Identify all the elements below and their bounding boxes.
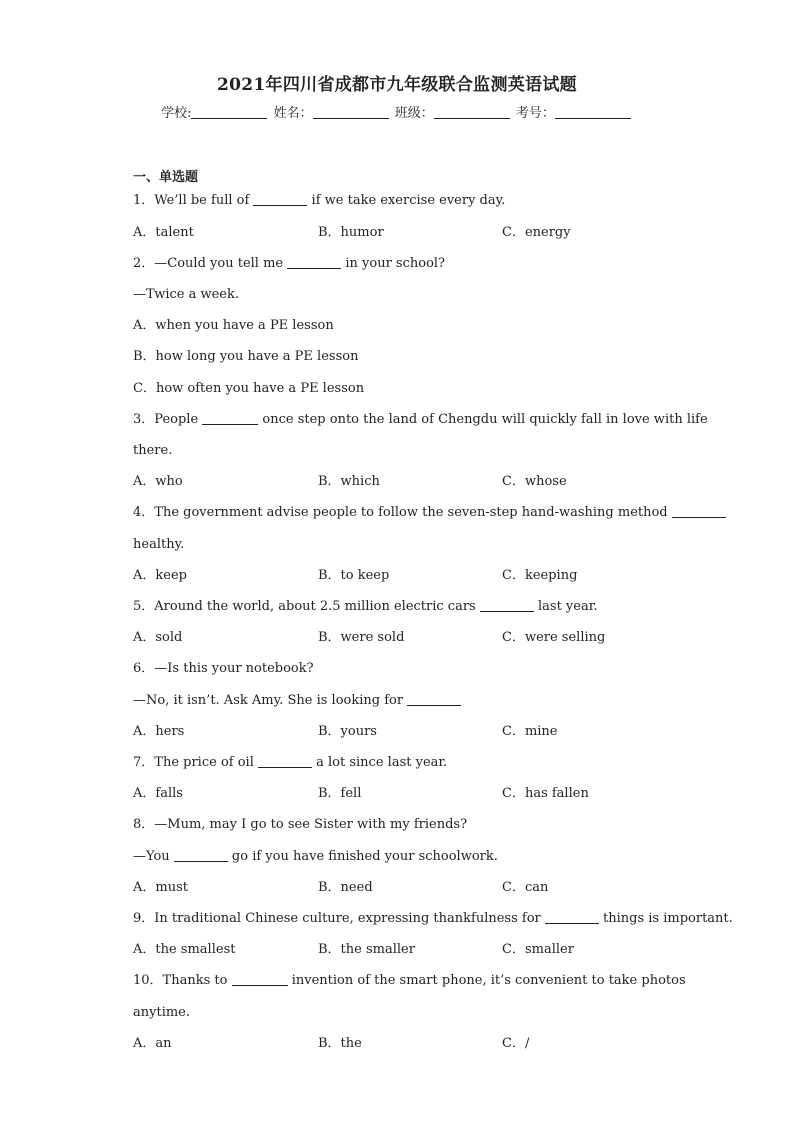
question-text-post: once step onto the land of Chengdu will quickly fall in love with life (258, 412, 708, 427)
question-text: Thanks to (162, 973, 232, 988)
option-a[interactable]: A．when you have a PE lesson (133, 318, 334, 333)
option-c[interactable]: C．were selling (502, 630, 606, 645)
question-text: The government advise people to follow the seven-step hand-washing method (154, 505, 672, 520)
option-b[interactable]: B．fell (318, 786, 362, 801)
number-label: 考号： (515, 106, 555, 121)
question-8 (133, 817, 467, 833)
option-a[interactable]: A．an (133, 1036, 172, 1051)
question-2 (133, 256, 445, 272)
question-7 (133, 755, 447, 771)
school-label: 学校: (161, 106, 192, 121)
option-b[interactable]: B．which (318, 474, 380, 489)
question-4 (133, 505, 726, 521)
class-field[interactable] (434, 105, 510, 119)
question-text-post: invention of the smart phone, it’s convenient to take photos (287, 973, 686, 988)
answer-blank (174, 849, 228, 862)
answer-blank (253, 193, 307, 206)
question-number: 2． (133, 256, 155, 271)
option-b[interactable]: B．need (318, 880, 373, 895)
question-3 (133, 412, 708, 428)
option-a[interactable]: A．who (133, 474, 183, 489)
question-text: Around the world, about 2.5 million electric cars (154, 599, 480, 614)
answer-blank (407, 693, 461, 706)
question-1 (133, 193, 505, 209)
question-number: 4． (133, 505, 155, 520)
question-text: In traditional Chinese culture, expressing thankfulness for (154, 911, 545, 926)
reply-text: —No, it isn’t. Ask Amy. She is looking for (133, 693, 408, 708)
question-10 (133, 973, 686, 989)
option-c[interactable]: C．smaller (502, 942, 574, 957)
school-field[interactable] (191, 105, 267, 119)
answer-blank (480, 599, 534, 612)
reply-text-post: go if you have finished your schoolwork. (227, 849, 498, 864)
question-text: The price of oil (154, 755, 258, 770)
answer-blank (287, 256, 341, 269)
option-a[interactable]: A．sold (133, 630, 183, 645)
dialogue-reply: —Twice a week. (133, 287, 240, 302)
class-label: 班级： (394, 106, 434, 121)
name-label: 姓名： (273, 106, 313, 121)
question-text: —Could you tell me (154, 256, 288, 271)
question-number: 10． (133, 973, 163, 988)
reply-text: —You (133, 849, 174, 864)
option-b[interactable]: B．how long you have a PE lesson (133, 349, 359, 364)
question-number: 1． (133, 193, 155, 208)
option-c[interactable]: C．has fallen (502, 786, 589, 801)
answer-blank (202, 412, 258, 425)
option-b[interactable]: B．humor (318, 225, 384, 240)
question-number: 6． (133, 661, 155, 676)
option-b[interactable]: B．to keep (318, 568, 390, 583)
option-c[interactable]: C．whose (502, 474, 567, 489)
option-a[interactable]: A．keep (133, 568, 187, 583)
option-c[interactable]: C．mine (502, 724, 558, 739)
question-number: 5． (133, 599, 155, 614)
option-c[interactable]: C．keeping (502, 568, 578, 583)
dialogue-reply (133, 693, 461, 709)
option-b[interactable]: B．the smaller (318, 942, 415, 957)
name-field[interactable] (313, 105, 389, 119)
option-c[interactable]: C．/ (502, 1036, 530, 1051)
number-field[interactable] (555, 105, 631, 119)
question-text-post: in your school? (341, 256, 446, 271)
question-continuation: healthy. (133, 537, 185, 552)
option-a[interactable]: A．hers (133, 724, 185, 739)
question-6 (133, 661, 314, 677)
answer-blank (672, 505, 726, 518)
option-a[interactable]: A．falls (133, 786, 183, 801)
option-c[interactable]: C．how often you have a PE lesson (133, 381, 365, 396)
question-number: 7． (133, 755, 155, 770)
dialogue-reply (133, 849, 498, 865)
question-9 (133, 911, 733, 927)
question-text: —Is this your notebook? (154, 661, 314, 676)
question-5 (133, 599, 598, 615)
option-c[interactable]: C．can (502, 880, 549, 895)
answer-blank (545, 911, 599, 924)
question-text: We’ll be full of (154, 193, 254, 208)
question-text-post: things is important. (598, 911, 733, 926)
question-continuation: anytime. (133, 1005, 191, 1020)
question-number: 8． (133, 817, 155, 832)
option-a[interactable]: A．talent (133, 225, 194, 240)
answer-blank (258, 755, 312, 768)
question-text-post: last year. (533, 599, 598, 614)
question-number: 9． (133, 911, 155, 926)
option-a[interactable]: A．must (133, 880, 188, 895)
question-text-post: a lot since last year. (312, 755, 448, 770)
option-b[interactable]: B．the (318, 1036, 362, 1051)
question-text: —Mum, may I go to see Sister with my friends? (154, 817, 468, 832)
question-number: 3． (133, 412, 155, 427)
page-title: 2021年四川省成都市九年级联合监测英语试题 (217, 75, 577, 95)
student-info-line (0, 102, 794, 121)
option-b[interactable]: B．yours (318, 724, 377, 739)
option-b[interactable]: B．were sold (318, 630, 405, 645)
answer-blank (232, 973, 288, 986)
option-a[interactable]: A．the smallest (133, 942, 236, 957)
section-title: 一、单选题 (133, 170, 199, 185)
question-text-post: if we take exercise every day. (307, 193, 506, 208)
question-text: People (154, 412, 203, 427)
question-continuation: there. (133, 443, 173, 458)
option-c[interactable]: C．energy (502, 225, 571, 240)
